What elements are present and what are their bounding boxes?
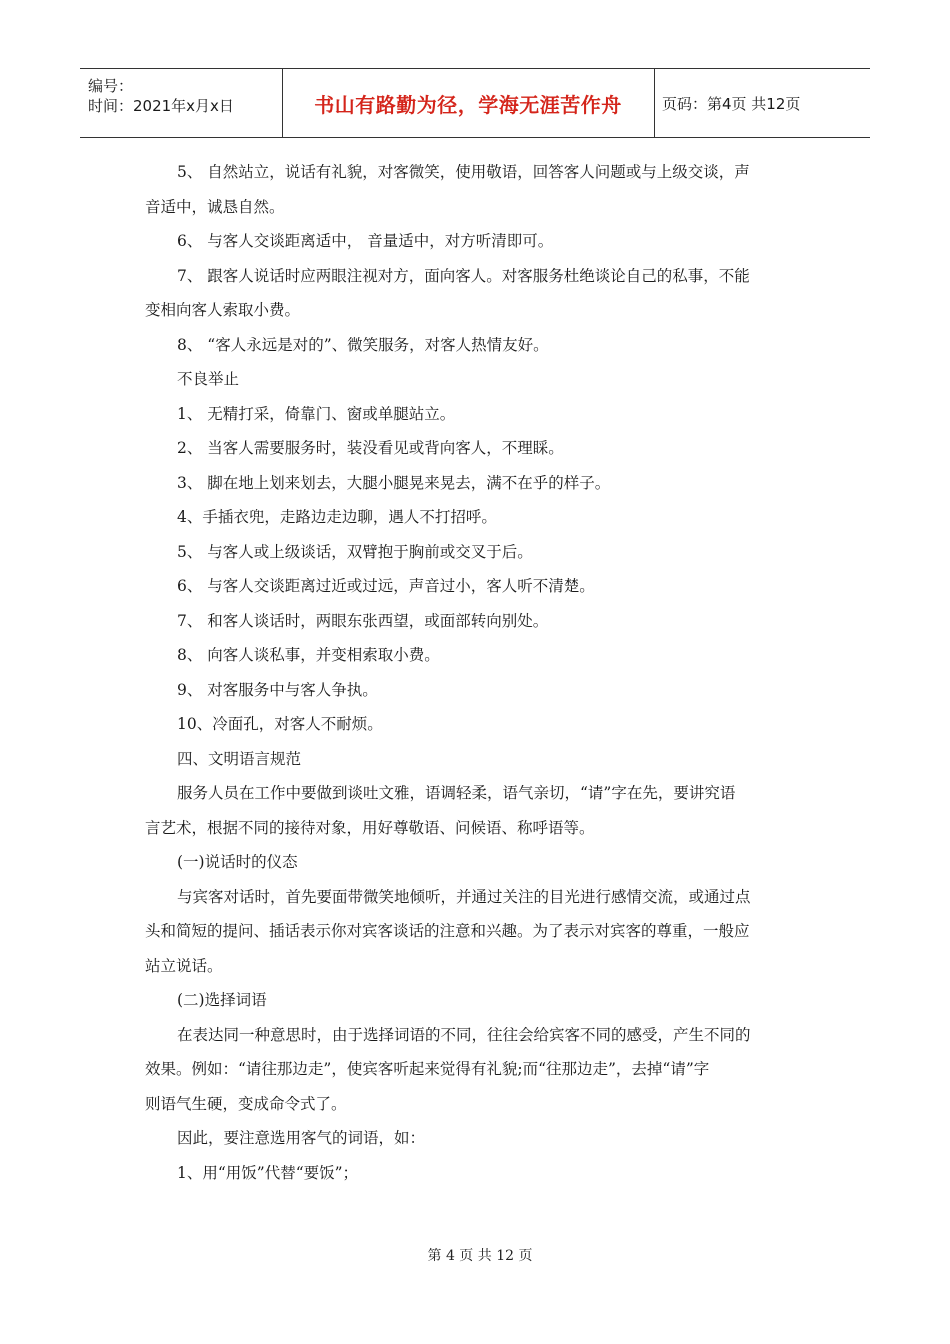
paragraph-line: 3、 脚在地上划来划去，大腿小腿晃来晃去，满不在乎的样子。 <box>177 473 611 492</box>
paragraph-line: 音适中，诚恳自然。 <box>145 197 285 216</box>
paragraph-line: 1、用“用饭”代替“要饭”； <box>177 1163 359 1182</box>
paragraph-line: 言艺术，根据不同的接待对象，用好尊敬语、问候语、称呼语等。 <box>145 818 595 837</box>
paragraph-line: 四、文明语言规范 <box>177 749 302 768</box>
paragraph-line: 头和简短的提问、插话表示你对宾客谈话的注意和兴趣。为了表示对宾客的尊重，一般应 <box>145 922 750 940</box>
paragraph-line: 则语气生硬，变成命令式了。 <box>145 1094 347 1113</box>
header-motto-cell <box>282 69 655 137</box>
paragraph-line: 不良举止 <box>177 370 240 388</box>
paragraph-line: 4、手插衣兜，走路边走边聊，遇人不打招呼。 <box>177 508 497 526</box>
paragraph-line: 站立说话。 <box>145 956 223 975</box>
paragraph-line: 8、 “客人永远是对的”、微笑服务，对客人热情友好。 <box>177 335 549 354</box>
paragraph-line: 6、 与客人交谈距离过近或过远，声音过小，客人听不清楚。 <box>177 577 595 595</box>
time-label: 时间：2021年x月x日 <box>88 97 234 115</box>
paragraph-line: 在表达同一种意思时，由于选择词语的不同，往往会给宾客不同的感受，产生不同的 <box>177 1025 751 1044</box>
paragraph-line: 7、 和客人谈话时，两眼东张西望，或面部转向别处。 <box>177 611 549 630</box>
header-page-cell <box>654 69 870 137</box>
paragraph-line: 5、 与客人或上级谈话，双臂抱于胸前或交叉于后。 <box>177 542 533 561</box>
paragraph-line: 6、 与客人交谈距离适中， 音量适中，对方听清即可。 <box>177 232 554 250</box>
paragraph-line: 2、 当客人需要服务时，装没看见或背向客人，不理睬。 <box>177 439 564 457</box>
paragraph-line: 9、 对客服务中与客人争执。 <box>177 680 378 699</box>
document-body <box>145 155 805 1190</box>
page-info: 页码：第4页 共12页 <box>662 94 801 113</box>
paragraph-line: 1、 无精打采，倚靠门、窗或单腿站立。 <box>177 404 456 423</box>
paragraph-line: 变相向客人索取小费。 <box>145 301 301 319</box>
motto: 书山有路勤为径，学海无涯苦作舟 <box>314 92 622 117</box>
paragraph-line: 8、 向客人谈私事，并变相索取小费。 <box>177 646 440 664</box>
paragraph-line: 服务人员在工作中要做到谈吐文雅，语调轻柔，语气亲切，“请”字在先，要讲究语 <box>177 784 736 802</box>
paragraph-line: (一)说话时的仪态 <box>177 853 298 871</box>
paragraph-line: 与宾客对话时，首先要面带微笑地倾听，并通过关注的目光进行感情交流，或通过点 <box>177 887 751 906</box>
paragraph-line: 5、 自然站立，说话有礼貌，对客微笑，使用敬语，回答客人问题或与上级交谈，声 <box>177 163 750 181</box>
page-footer: 第 4 页 共 12 页 <box>427 1248 533 1264</box>
number-label: 编号： <box>88 77 134 95</box>
paragraph-line: 7、 跟客人说话时应两眼注视对方，面向客人。对客服务杜绝谈论自己的私事，不能 <box>177 266 750 285</box>
paragraph-line: (二)选择词语 <box>177 991 267 1009</box>
page-header <box>80 68 870 138</box>
paragraph-line: 效果。例如：“请往那边走”，使宾客听起来觉得有礼貌;而“往那边走”，去掉“请”字 <box>145 1060 710 1078</box>
paragraph-line: 因此，要注意选用客气的词语，如： <box>177 1129 426 1147</box>
header-info-cell <box>80 69 283 137</box>
paragraph-line: 10、冷面孔，对客人不耐烦。 <box>177 715 383 733</box>
